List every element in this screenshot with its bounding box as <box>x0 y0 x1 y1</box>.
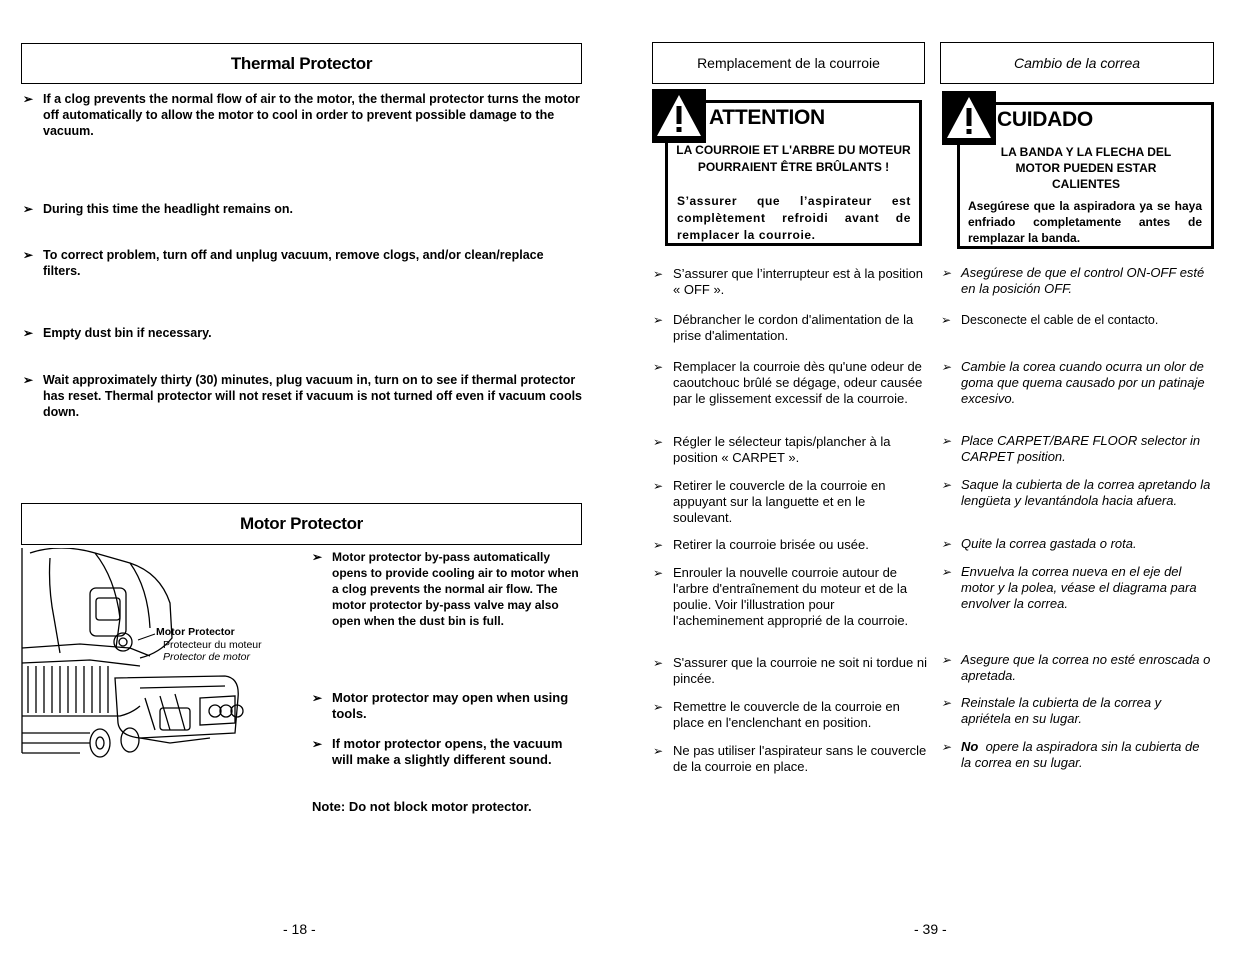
fr-section-header <box>652 42 925 84</box>
motor-protector-header <box>21 503 582 545</box>
arrow-bullet-icon: ➢ <box>941 696 952 710</box>
list-item: ➢ Retirer le couvercle de la courroie en appuyant sur la languette et en le soulevant. <box>653 478 886 525</box>
page-number-right: - 39 - <box>914 921 947 937</box>
arrow-bullet-icon: ➢ <box>653 435 664 449</box>
list-item: ➢ Wait approximately thirty (30) minutes, plug vacuum in, turn on to see if thermal protector has reset. Thermal protector will not reset if vacuum is not turned off even if vacuum cools down. <box>23 373 583 419</box>
list-item: ➢ Empty dust bin if necessary. <box>23 326 212 340</box>
arrow-bullet-icon: ➢ <box>312 737 323 751</box>
list-item: ➢ Desconecte el cable de el contacto. <box>941 313 1159 327</box>
list-item: ➢ If a clog prevents the normal flow of air to the motor, the thermal protector turns the motor off automatically to allow the motor to cool in order to prevent possible damage to the vacuum. <box>23 92 580 138</box>
arrow-bullet-icon: ➢ <box>653 700 664 714</box>
list-item: ➢ To correct problem, turn off and unplug vacuum, remove clogs, and/or clean/replace filters. <box>23 248 544 278</box>
thermal-protector-header <box>21 43 582 84</box>
warning-triangle-icon <box>942 91 996 145</box>
no-word: No <box>961 739 979 754</box>
list-item: ➢ Asegure que la correa no esté enroscada o apretada. <box>941 652 1211 683</box>
page-number-left: - 18 - <box>283 921 316 937</box>
arrow-bullet-icon: ➢ <box>941 360 952 374</box>
list-item: ➢ Remettre le couvercle de la courroie en place en l'enclenchant en position. <box>653 699 900 730</box>
thermal-protector-title: Thermal Protector <box>230 53 373 73</box>
list-item: ➢ Motor protector by-pass automatically opens to provide cooling air to motor when a clog prevents the normal air flow. The motor protector by-pass valve may also open when the dust bin is full. <box>312 550 579 628</box>
arrow-bullet-icon: ➢ <box>941 565 952 579</box>
list-item: ➢ Motor protector may open when using tools. <box>312 690 569 721</box>
arrow-bullet-icon: ➢ <box>941 434 952 448</box>
arrow-bullet-icon: ➢ <box>23 202 34 216</box>
list-item: ➢ Régler le sélecteur tapis/plancher à la position « CARPET ». <box>653 434 891 465</box>
list-item: ➢ Quite la correa gastada o rota. <box>941 536 1137 551</box>
arrow-bullet-icon: ➢ <box>941 740 952 754</box>
es-warning-heading: LA BANDA Y LA FLECHA DEL MOTOR PUEDEN ESTAR CALIENTES <box>1000 145 1172 191</box>
arrow-bullet-icon: ➢ <box>941 266 952 280</box>
list-item: ➢ Reinstale la cubierta de la correa y apriétela en su lugar. <box>941 695 1162 726</box>
es-warning-title: CUIDADO <box>997 108 1093 131</box>
arrow-bullet-icon: ➢ <box>312 550 323 564</box>
arrow-bullet-icon: ➢ <box>653 538 664 552</box>
es-section-header <box>940 42 1214 84</box>
arrow-bullet-icon: ➢ <box>23 373 34 387</box>
arrow-bullet-icon: ➢ <box>312 691 323 705</box>
motor-protector-callout-fr: Protecteur du moteur <box>163 639 262 651</box>
arrow-bullet-icon: ➢ <box>653 360 664 374</box>
list-item: ➢ Débrancher le cordon d'alimentation de la prise d'alimentation. <box>653 312 914 343</box>
fr-warning-body: S’assurer que l’aspirateur est complètement refroidi avant de remplacer la courroie. <box>677 194 911 242</box>
arrow-bullet-icon: ➢ <box>653 313 664 327</box>
warning-triangle-icon <box>652 89 706 143</box>
arrow-bullet-icon: ➢ <box>653 744 664 758</box>
list-item: ➢ Envuelva la correa nueva en el eje del motor y la polea, véase el diagrama para envolver la correa. <box>941 564 1197 611</box>
list-item: ➢ Retirer la courroie brisée ou usée. <box>653 537 869 552</box>
fr-warning-title: ATTENTION <box>709 106 825 129</box>
es-section-title: Cambio de la correa <box>1013 55 1141 71</box>
list-item: ➢ Enrouler la nouvelle courroie autour de l'arbre d'entraînement du moteur et de la poulie. Voir l'illustration pour l'acheminement approprié de la courroie. <box>653 565 909 628</box>
arrow-bullet-icon: ➢ <box>941 478 952 492</box>
list-item: ➢ If motor protector opens, the vacuum will make a slightly different sound. <box>312 736 563 767</box>
list-item: ➢ S’assurer que l’interrupteur est à la position « OFF ». <box>653 266 924 297</box>
arrow-bullet-icon: ➢ <box>23 92 34 106</box>
fr-section-title: Remplacement de la courroie <box>697 55 880 71</box>
arrow-bullet-icon: ➢ <box>23 248 34 262</box>
arrow-bullet-icon: ➢ <box>653 656 664 670</box>
es-warning-body: Asegúrese que la aspiradora ya se haya enfriado completamente antes de remplazar la banda. <box>968 199 1202 245</box>
arrow-bullet-icon: ➢ <box>941 313 952 327</box>
list-item: ➢ During this time the headlight remains on. <box>23 202 294 216</box>
list-item: ➢ Ne pas utiliser l'aspirateur sans le couvercle de la courroie en place. <box>653 743 927 774</box>
motor-protector-callout-en: Motor Protector <box>156 626 235 638</box>
fr-warning-heading: LA COURROIE ET L'ARBRE DU MOTEUR POURRAIENT ÊTRE BRÛLANTS ! <box>676 143 911 174</box>
list-item: ➢ Saque la cubierta de la correa apretando la lengüeta y levantándola hacia afuera. <box>941 477 1211 508</box>
motor-protector-note: Note: Do not block motor protector. <box>312 799 532 814</box>
arrow-bullet-icon: ➢ <box>653 267 664 281</box>
list-item: ➢ Asegúrese de que el control ON-OFF esté en la posición OFF. <box>941 265 1205 296</box>
arrow-bullet-icon: ➢ <box>941 653 952 667</box>
list-item: ➢ Cambie la corea cuando ocurra un olor de goma que quema causado por un patinaje excesivo. <box>941 359 1205 406</box>
arrow-bullet-icon: ➢ <box>941 537 952 551</box>
arrow-bullet-icon: ➢ <box>653 566 664 580</box>
list-item: ➢ Place CARPET/BARE FLOOR selector in CARPET position. <box>941 433 1201 464</box>
list-item: ➢ Remplacer la courroie dès qu'une odeur de caoutchouc brûlé se dégage, odeur causée par le glissement excessif de la courroie. <box>653 359 923 406</box>
list-item: ➢ S'assurer que la courroie ne soit ni tordue ni pincée. <box>653 655 927 686</box>
arrow-bullet-icon: ➢ <box>23 326 34 340</box>
motor-protector-title: Motor Protector <box>239 514 363 533</box>
arrow-bullet-icon: ➢ <box>653 479 664 493</box>
motor-protector-callout-es: Protector de motor <box>163 651 250 663</box>
list-item: ➢ No opere la aspiradora sin la cubierta de la correa en su lugar. <box>941 739 1200 770</box>
